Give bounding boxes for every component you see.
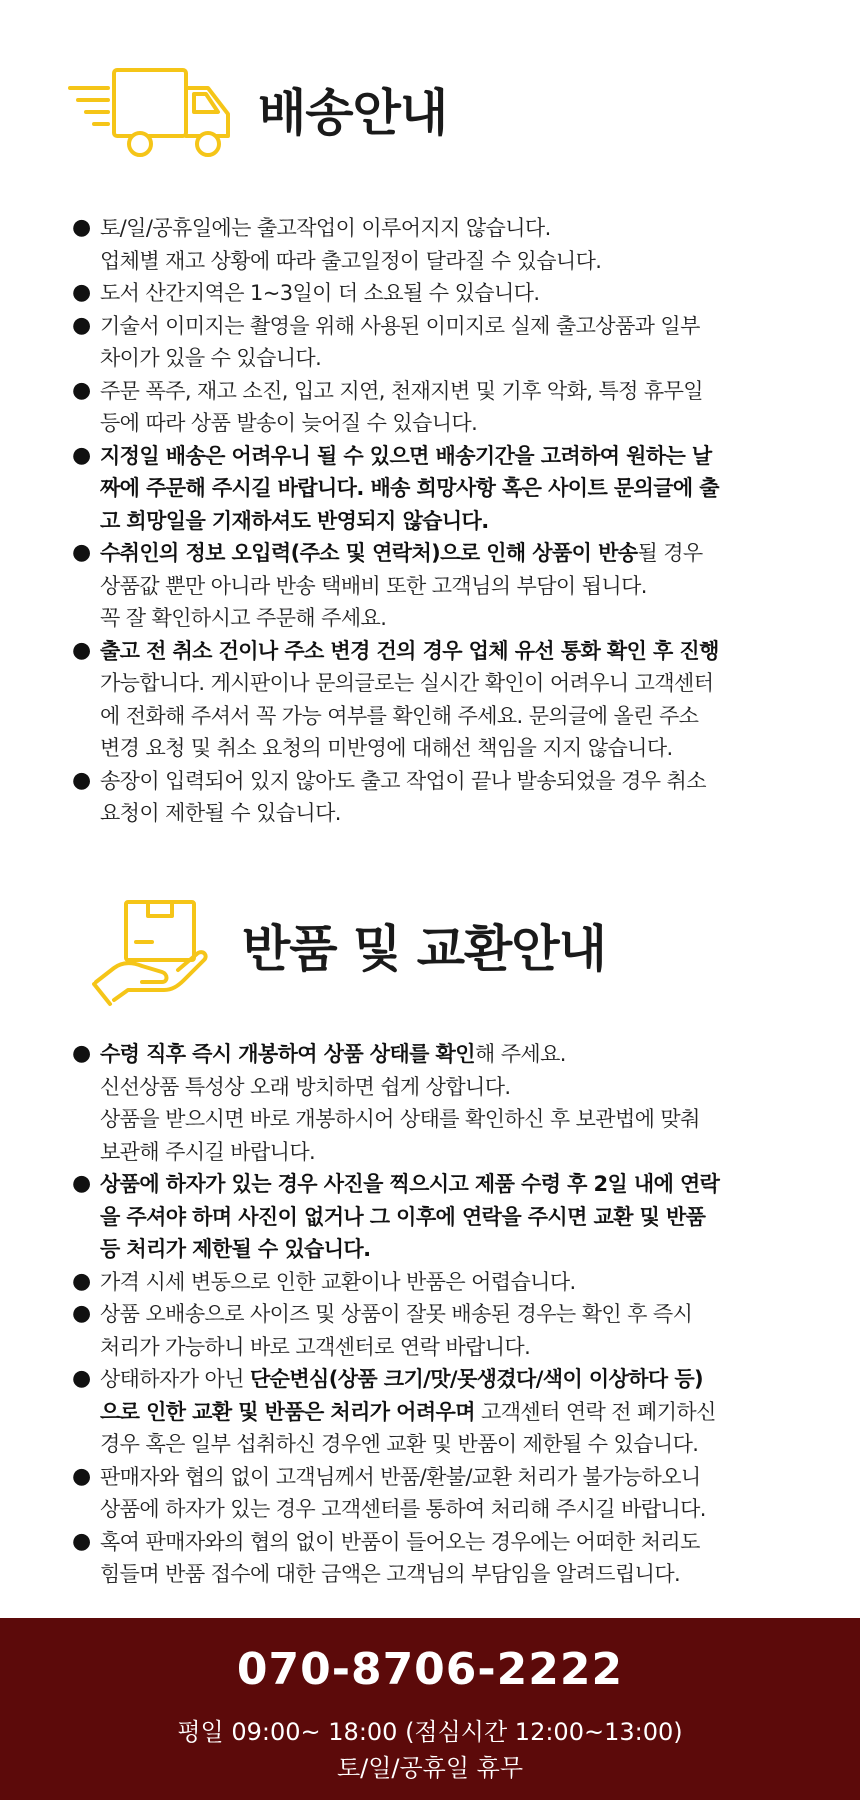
notice-line xyxy=(100,602,802,635)
notice-item xyxy=(72,277,802,310)
notice-emphasis: 으로 인한 교환 및 반품은 처리가 어려우며 xyxy=(100,1399,475,1424)
notice-line xyxy=(100,1558,802,1591)
notice-text: 기술서 이미지는 촬영을 위해 사용된 이미지로 실제 출고상품과 일부 xyxy=(100,313,700,338)
contact-footer xyxy=(0,1618,860,1800)
notice-text: 도서 산간지역은 1~3일이 더 소요될 수 있습니다. xyxy=(100,281,540,305)
notice-text: 힘들며 반품 접수에 대한 금액은 고객님의 부담임을 알려드립니다. xyxy=(100,1562,681,1586)
notice-item xyxy=(72,212,802,277)
hand-holding-box-icon xyxy=(92,898,212,1010)
notice-text: 될 경우 xyxy=(637,541,703,565)
notice-line xyxy=(100,1428,802,1461)
bullet-icon: ● xyxy=(72,1528,91,1554)
notice-item xyxy=(72,537,802,635)
notice-text: 상품에 하자가 있는 경우 고객센터를 통하여 처리해 주시길 바랍니다. xyxy=(100,1497,706,1521)
notice-text: 해 주세요. xyxy=(474,1042,566,1066)
notice-text: 상품값 뿐만 아니라 반송 택배비 또한 고객님의 부담이 됩니다. xyxy=(100,573,647,598)
returns-header xyxy=(0,892,860,1012)
notice-text: 고객센터 연락 전 폐기하신 xyxy=(474,1399,716,1424)
notice-line xyxy=(100,245,802,278)
notice-item xyxy=(72,375,802,440)
notice-item xyxy=(72,440,802,538)
notice-line xyxy=(100,570,802,603)
notice-line xyxy=(100,1233,802,1266)
notice-line xyxy=(100,537,802,570)
notice-emphasis: 상품에 하자가 있는 경우 사진을 찍으시고 제품 수령 후 2일 내에 연락 xyxy=(100,1172,720,1196)
notice-line xyxy=(100,1038,802,1071)
notice-line xyxy=(100,765,802,798)
notice-line xyxy=(100,212,802,245)
notice-line xyxy=(100,505,802,538)
notice-text: 경우 혹은 일부 섭취하신 경우엔 교환 및 반품이 제한될 수 있습니다. xyxy=(100,1432,699,1456)
notice-line xyxy=(100,1526,802,1559)
notice-emphasis: 수취인의 정보 오입력(주소 및 연락처)으로 인해 상품이 반송 xyxy=(100,541,638,565)
notice-text: 신선상품 특성상 오래 방치하면 쉽게 상합니다. xyxy=(100,1074,511,1099)
bullet-icon: ● xyxy=(72,1268,91,1294)
notice-line xyxy=(100,732,802,765)
notice-emphasis: 출고 전 취소 건이나 주소 변경 건의 경우 업체 유선 통화 확인 후 진행 xyxy=(100,638,719,663)
notice-line xyxy=(100,1136,802,1169)
notice-text: 송장이 입력되어 있지 않아도 출고 작업이 끝나 발송되었을 경우 취소 xyxy=(100,768,706,793)
notice-line xyxy=(100,1461,802,1494)
notice-text: 상품 오배송으로 사이즈 및 상품이 잘못 배송된 경우는 확인 후 즉시 xyxy=(100,1302,693,1326)
notice-line xyxy=(100,342,802,375)
notice-line xyxy=(100,1331,802,1364)
notice-line xyxy=(100,1071,802,1104)
bullet-icon: ● xyxy=(72,1463,91,1489)
notice-line xyxy=(100,375,802,408)
bullet-icon: ● xyxy=(72,377,91,403)
closed-days: 토/일/공휴일 휴무 xyxy=(336,1754,524,1782)
notice-text: 업체별 재고 상황에 따라 출고일정이 달라질 수 있습니다. xyxy=(100,248,602,273)
shipping-title: 배송안내 xyxy=(258,84,448,142)
notice-text: 가능합니다. 게시판이나 문의글로는 실시간 확인이 어려우니 고객센터 xyxy=(100,671,714,695)
business-hours: 평일 09:00~ 18:00 (점심시간 12:00~13:00) xyxy=(177,1718,683,1746)
notice-line xyxy=(100,1266,802,1299)
notice-emphasis: 등 처리가 제한될 수 있습니다. xyxy=(100,1237,371,1261)
notice-line xyxy=(100,277,802,310)
notice-line xyxy=(100,667,802,700)
bullet-icon: ● xyxy=(72,1171,91,1196)
notice-text: 상품을 받으시면 바로 개봉하시어 상태를 확인하신 후 보관법에 맞춰 xyxy=(100,1107,700,1131)
notice-emphasis: 지정일 배송은 어려우니 될 수 있으면 배송기간을 고려하여 원하는 날 xyxy=(100,443,712,468)
notice-text: 가격 시세 변동으로 인한 교환이나 반품은 어렵습니다. xyxy=(100,1269,576,1294)
bullet-icon: ● xyxy=(72,767,91,793)
notice-line xyxy=(100,1396,802,1429)
notice-text: 에 전화해 주셔서 꼭 가능 여부를 확인해 주세요. 문의글에 올린 주소 xyxy=(100,703,699,728)
bullet-icon: ● xyxy=(72,280,91,305)
notice-line xyxy=(100,1363,802,1396)
notice-text: 혹여 판매자와의 협의 없이 반품이 들어오는 경우에는 어떠한 처리도 xyxy=(100,1529,700,1554)
bullet-icon: ● xyxy=(72,312,91,338)
notice-line xyxy=(100,1298,802,1331)
notice-text: 변경 요청 및 취소 요청의 미반영에 대해선 책임을 지지 않습니다. xyxy=(100,736,673,760)
notice-text: 보관해 주시길 바랍니다. xyxy=(100,1139,316,1164)
bullet-icon: ● xyxy=(72,1301,91,1326)
notice-line xyxy=(100,797,802,830)
notice-text: 등에 따라 상품 발송이 늦어질 수 있습니다. xyxy=(100,411,478,435)
notice-text: 꼭 잘 확인하시고 주문해 주세요. xyxy=(100,606,387,630)
returns-notice-list xyxy=(72,1038,802,1591)
notice-line xyxy=(100,407,802,440)
notice-item xyxy=(72,1363,802,1461)
notice-item xyxy=(72,1461,802,1526)
notice-text: 상태하자가 아닌 xyxy=(100,1367,250,1391)
notice-item xyxy=(72,1038,802,1168)
delivery-truck-icon xyxy=(68,66,234,162)
shipping-notice-list xyxy=(72,212,802,830)
notice-text: 요청이 제한될 수 있습니다. xyxy=(100,801,341,825)
notice-emphasis: 고 희망일을 기재하셔도 반영되지 않습니다. xyxy=(100,508,489,533)
notice-text: 처리가 가능하니 바로 고객센터로 연락 바랍니다. xyxy=(100,1334,531,1359)
shipping-header xyxy=(0,60,860,170)
notice-line xyxy=(100,1168,802,1201)
returns-title: 반품 및 교환안내 xyxy=(242,920,606,978)
notice-line xyxy=(100,1103,802,1136)
bullet-icon: ● xyxy=(72,540,91,565)
notice-item xyxy=(72,1168,802,1266)
phone-number: 070-8706-2222 xyxy=(236,1644,624,1695)
bullet-icon: ● xyxy=(72,637,91,663)
notice-line xyxy=(100,1493,802,1526)
notice-text: 주문 폭주, 재고 소진, 입고 지연, 천재지변 및 기후 악화, 특정 휴무일 xyxy=(100,378,703,403)
bullet-icon: ● xyxy=(72,442,91,468)
notice-text: 토/일/공휴일에는 출고작업이 이루어지지 않습니다. xyxy=(100,216,551,240)
notice-line xyxy=(100,1201,802,1234)
notice-line xyxy=(100,635,802,668)
notice-line xyxy=(100,310,802,343)
notice-emphasis: 짜에 주문해 주시길 바랍니다. 배송 희망사항 혹은 사이트 문의글에 출 xyxy=(100,476,719,500)
notice-emphasis: 수령 직후 즉시 개봉하여 상품 상태를 확인 xyxy=(100,1042,475,1066)
notice-item xyxy=(72,1526,802,1591)
notice-item xyxy=(72,1266,802,1299)
notice-text: 판매자와 협의 없이 고객님께서 반품/환불/교환 처리가 불가능하오니 xyxy=(100,1464,701,1489)
notice-line xyxy=(100,700,802,733)
notice-line xyxy=(100,472,802,505)
bullet-icon: ● xyxy=(72,215,91,240)
notice-emphasis: 을 주셔야 하며 사진이 없거나 그 이후에 연락을 주시면 교환 및 반품 xyxy=(100,1204,706,1229)
notice-item xyxy=(72,310,802,375)
bullet-icon: ● xyxy=(72,1366,91,1391)
notice-text: 차이가 있을 수 있습니다. xyxy=(100,346,322,370)
notice-item xyxy=(72,1298,802,1363)
bullet-icon: ● xyxy=(72,1041,91,1066)
notice-line xyxy=(100,440,802,473)
notice-item xyxy=(72,635,802,765)
notice-emphasis: 단순변심(상품 크기/맛/못생겼다/색이 이상하다 등) xyxy=(249,1367,704,1391)
notice-item xyxy=(72,765,802,830)
